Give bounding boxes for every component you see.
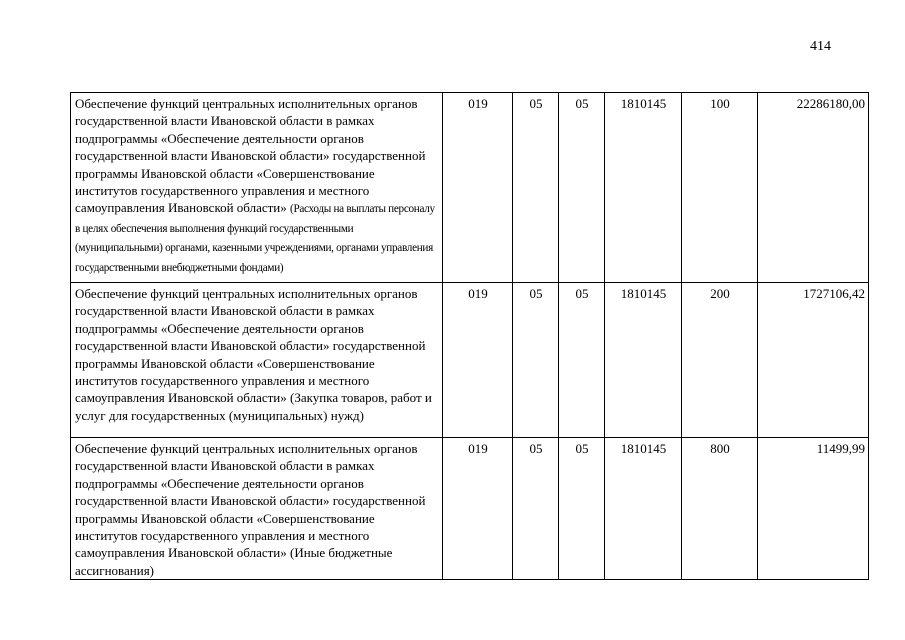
- target-article-cell: 1810145: [605, 93, 682, 283]
- table-row: [71, 438, 869, 580]
- section-code-cell: 05: [513, 283, 559, 438]
- ministry-code-cell: 019: [443, 283, 513, 438]
- table-row: [71, 93, 869, 283]
- page-number: 414: [810, 39, 831, 54]
- expense-type-cell: 100: [682, 93, 758, 283]
- description-cell: Обеспечение функций центральных исполнительных органов государственной власти Ивановской области в рамках подпрограммы «Обеспечение деятельности органов государственной власти Ивановской области» государственной программы Ивановской области «Совершенствование институтов государственного управления и местного самоуправления Ивановской области» (Иные бюджетные ассигнования): [71, 438, 443, 580]
- amount-cell: 22286180,00: [758, 93, 869, 283]
- section-code-cell: 05: [513, 438, 559, 580]
- section-code-cell: 05: [513, 93, 559, 283]
- subsection-code-cell: 05: [559, 93, 605, 283]
- amount-cell: 1727106,42: [758, 283, 869, 438]
- target-article-cell: 1810145: [605, 438, 682, 580]
- ministry-code-cell: 019: [443, 438, 513, 580]
- table-row: [71, 283, 869, 438]
- subsection-code-cell: 05: [559, 438, 605, 580]
- expense-type-cell: 200: [682, 283, 758, 438]
- description-text: Обеспечение функций центральных исполнительных органов государственной власти Ивановской области в рамках подпрограммы «Обеспечение деятельности органов государственной власти Ивановской области» государственной программы Ивановской области «Совершенствование институтов государственного управления и местного самоуправления Ивановской области»: [75, 96, 426, 216]
- budget-table: [70, 92, 869, 580]
- expense-type-cell: 800: [682, 438, 758, 580]
- target-article-cell: 1810145: [605, 283, 682, 438]
- description-cell: [71, 93, 443, 283]
- amount-cell: 11499,99: [758, 438, 869, 580]
- ministry-code-cell: 019: [443, 93, 513, 283]
- description-cell: Обеспечение функций центральных исполнительных органов государственной власти Ивановской области в рамках подпрограммы «Обеспечение деятельности органов государственной власти Ивановской области» государственной программы Ивановской области «Совершенствование институтов государственного управления и местного самоуправления Ивановской области» (Закупка товаров, работ и услуг для государственных (муниципальных) нужд): [71, 283, 443, 438]
- description-note: (Расходы на выплаты персоналу в целях обеспечения выполнения функций государственными (муниципальными) органами, казенными учреждениями, органами управления государственными внебюджетными фондами): [75, 203, 435, 274]
- subsection-code-cell: 05: [559, 283, 605, 438]
